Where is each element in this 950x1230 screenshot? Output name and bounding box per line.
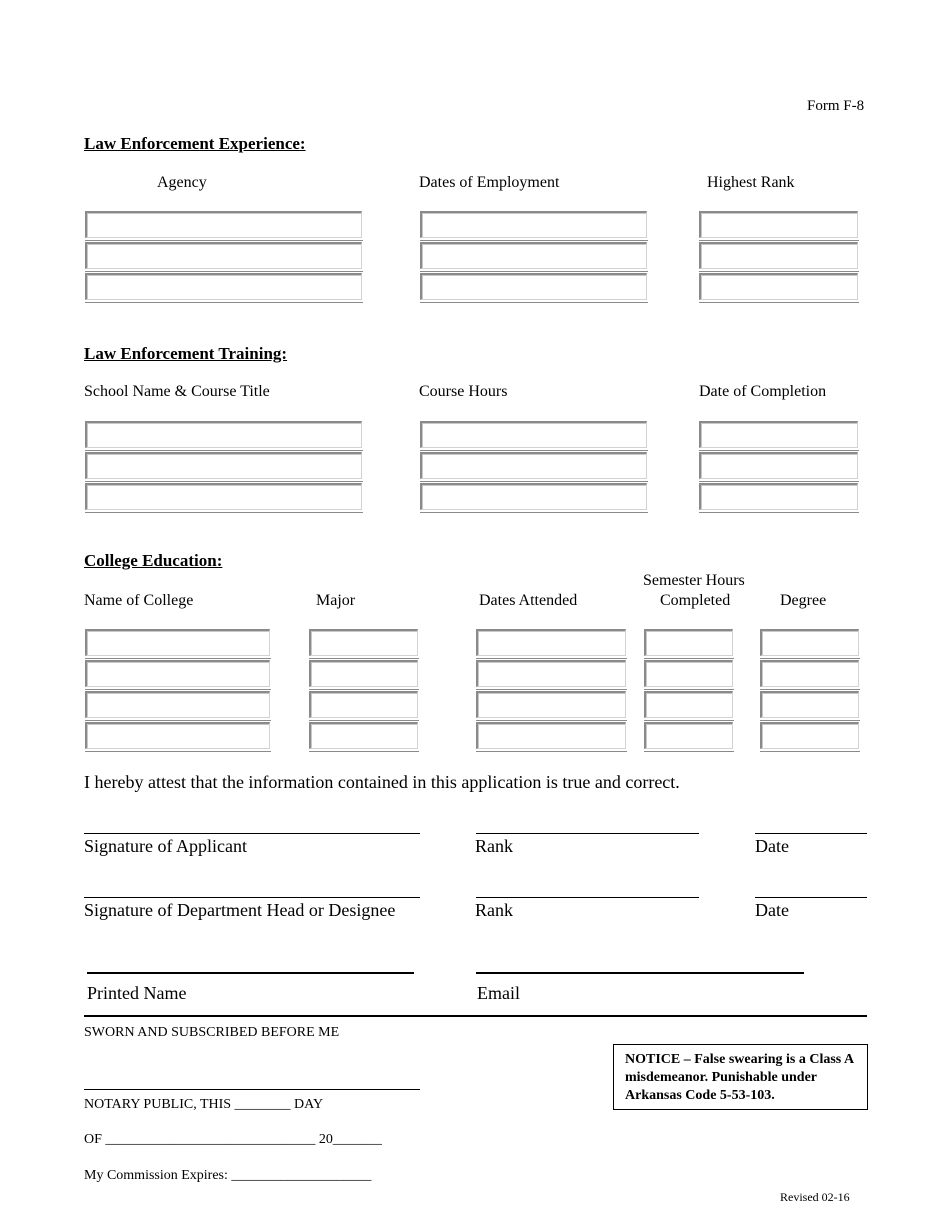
revised-date: Revised 02-16 <box>780 1190 850 1204</box>
section-divider <box>84 1015 867 1017</box>
dept-head-date-label: Date <box>755 900 789 920</box>
school-course-field-1[interactable] <box>85 421 362 448</box>
dates-attended-label: Dates Attended <box>479 592 578 609</box>
dept-head-rank-line[interactable] <box>476 897 699 898</box>
employment-dates-field-2[interactable] <box>420 242 647 269</box>
notary-public-text: NOTARY PUBLIC, THIS ________ DAY <box>84 1097 324 1112</box>
applicant-date-line[interactable] <box>755 833 867 834</box>
printed-name-line[interactable] <box>87 972 414 974</box>
completion-date-field-3[interactable] <box>699 483 858 510</box>
dept-head-date-line[interactable] <box>755 897 867 898</box>
college-name-field-1[interactable] <box>85 629 270 656</box>
major-field-2[interactable] <box>309 660 418 687</box>
sworn-subscribed-text: SWORN AND SUBSCRIBED BEFORE ME <box>84 1025 340 1040</box>
agency-field-1[interactable] <box>85 211 362 238</box>
completion-date-field-2[interactable] <box>699 452 858 479</box>
applicant-signature-label: Signature of Applicant <box>84 836 247 856</box>
degree-field-2[interactable] <box>760 660 859 687</box>
applicant-rank-label: Rank <box>475 836 513 856</box>
dates-attended-field-2[interactable] <box>476 660 626 687</box>
degree-label: Degree <box>780 592 827 609</box>
semester-hours-label: Semester Hours <box>643 572 745 589</box>
agency-field-2[interactable] <box>85 242 362 269</box>
dates-of-employment-label: Dates of Employment <box>419 174 560 191</box>
course-hours-field-2[interactable] <box>420 452 647 479</box>
false-swearing-notice <box>613 1044 868 1110</box>
degree-field-4[interactable] <box>760 722 859 749</box>
dept-head-rank-label: Rank <box>475 900 513 920</box>
dept-head-signature-line[interactable] <box>84 897 420 898</box>
commission-expires-text: My Commission Expires: ____________________ <box>84 1168 372 1183</box>
email-line[interactable] <box>476 972 804 974</box>
email-label: Email <box>477 983 520 1003</box>
semester-hours-field-1[interactable] <box>644 629 733 656</box>
degree-field-1[interactable] <box>760 629 859 656</box>
degree-field-3[interactable] <box>760 691 859 718</box>
course-hours-field-1[interactable] <box>420 421 647 448</box>
semester-hours-field-4[interactable] <box>644 722 733 749</box>
experience-heading: Law Enforcement Experience: <box>84 134 306 153</box>
highest-rank-field-2[interactable] <box>699 242 858 269</box>
highest-rank-field-3[interactable] <box>699 273 858 300</box>
notary-of-text: OF ______________________________ 20_______ <box>84 1132 382 1147</box>
semester-hours-field-3[interactable] <box>644 691 733 718</box>
training-heading: Law Enforcement Training: <box>84 344 288 363</box>
major-field-1[interactable] <box>309 629 418 656</box>
form-id: Form F-8 <box>807 98 865 114</box>
employment-dates-field-3[interactable] <box>420 273 647 300</box>
major-field-3[interactable] <box>309 691 418 718</box>
date-of-completion-label: Date of Completion <box>699 383 827 400</box>
employment-dates-field-1[interactable] <box>420 211 647 238</box>
major-label: Major <box>316 592 356 609</box>
completion-date-field-1[interactable] <box>699 421 858 448</box>
notice-text: NOTICE – False swearing is a Class A misdemeanor. Punishable under Arkansas Code 5-53-103. <box>625 1052 854 1103</box>
dept-head-signature-label: Signature of Department Head or Designee <box>84 900 396 920</box>
course-hours-field-3[interactable] <box>420 483 647 510</box>
applicant-rank-line[interactable] <box>476 833 699 834</box>
notary-signature-line[interactable] <box>84 1089 420 1090</box>
school-course-field-3[interactable] <box>85 483 362 510</box>
college-heading: College Education: <box>84 551 223 570</box>
semester-hours-field-2[interactable] <box>644 660 733 687</box>
highest-rank-label: Highest Rank <box>707 174 795 191</box>
highest-rank-field-1[interactable] <box>699 211 858 238</box>
major-field-4[interactable] <box>309 722 418 749</box>
dates-attended-field-4[interactable] <box>476 722 626 749</box>
agency-label: Agency <box>157 174 207 191</box>
agency-field-3[interactable] <box>85 273 362 300</box>
school-course-label: School Name & Course Title <box>84 383 270 400</box>
college-name-field-3[interactable] <box>85 691 270 718</box>
course-hours-label: Course Hours <box>419 383 508 400</box>
completed-label: Completed <box>660 592 731 609</box>
applicant-date-label: Date <box>755 836 789 856</box>
dates-attended-field-1[interactable] <box>476 629 626 656</box>
printed-name-label: Printed Name <box>87 983 187 1003</box>
applicant-signature-line[interactable] <box>84 833 420 834</box>
name-of-college-label: Name of College <box>84 592 194 609</box>
attestation-text: I hereby attest that the information contained in this application is true and correct. <box>84 772 680 792</box>
college-name-field-2[interactable] <box>85 660 270 687</box>
college-name-field-4[interactable] <box>85 722 270 749</box>
school-course-field-2[interactable] <box>85 452 362 479</box>
dates-attended-field-3[interactable] <box>476 691 626 718</box>
